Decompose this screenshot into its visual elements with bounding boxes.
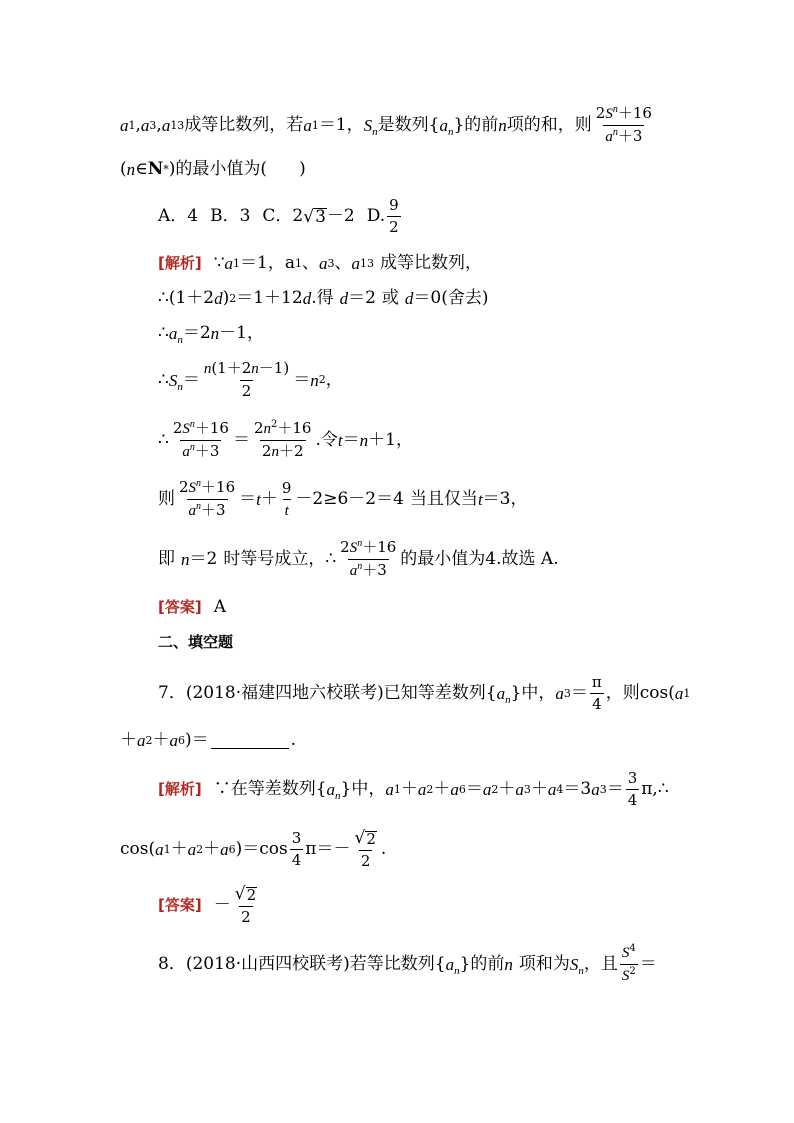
fraction: $\frac{3}{4}$	[627, 769, 638, 809]
option-b: B．3	[210, 206, 251, 226]
fraction: $\frac{2S^n+16}{a^n+3}$	[179, 478, 236, 519]
fraction: $\frac{S^4}{S^2}$	[621, 943, 636, 984]
text: 成等比数列，若	[184, 115, 304, 135]
fraction: $\frac{2S^n+16}{a^n+3}$	[172, 419, 229, 460]
sqrt: √ 3	[303, 207, 326, 227]
option-d: D.	[366, 206, 386, 226]
fraction: √ 2 2	[354, 828, 376, 870]
text: )	[299, 159, 306, 179]
text: －2	[326, 206, 355, 226]
text: 8．(2018·山西四校联考)若等比数列	[158, 954, 435, 974]
text: 的最小值为(	[175, 159, 268, 179]
fraction: √ 2 2	[234, 884, 257, 926]
fraction: $\frac{2S^n+16}{a^n+3}$	[595, 104, 652, 145]
fraction: $\frac{\pi}{4}$	[591, 673, 602, 713]
text: 中，	[521, 683, 556, 703]
text: ∵在等差数列	[213, 779, 316, 799]
solution-line-1: [解析] ∵ a 1 ＝1 ，a 1 、 a 3 、 a 13 成等比数列，	[158, 253, 483, 273]
fraction: $\frac{9}{t}$	[281, 478, 292, 519]
text: 时等号成立，	[223, 549, 326, 569]
answer-line-q6	[158, 599, 226, 616]
solution-line-6: 则 $\frac{2S^n+16}{a^n+3}$ ＝ t ＋ $\frac{9}{t}$ －2≥6－2＝4 当且仅当 t ＝3，	[158, 478, 528, 519]
text: 中，	[351, 779, 386, 799]
text: 的前	[464, 115, 499, 135]
q6-line-1: a 1 , a 3 , a 13 成等比数列，若 a 1 ＝1， $S_n$ 是数列 { $a_n$ } 的前 n 项的和，则 $\frac{2S^n+16}{a^n+3}$	[120, 104, 652, 145]
q7-line-1: 7．(2018·福建四地六校联考)已知等差数列 { $a_n$ } 中， a 3 ＝ $\frac{\pi}{4}$ ，则 cos( a 1	[158, 673, 691, 713]
text: 当且仅当	[409, 489, 478, 509]
section-heading: 二、填空题	[158, 633, 234, 651]
q6-line-2: ( n ∈ N * ) 的最小值为( )	[120, 159, 306, 179]
answer-tag: [答案]	[158, 896, 202, 914]
text: 即	[158, 549, 175, 569]
text: 的前	[470, 954, 505, 974]
q6-options	[158, 198, 403, 235]
q7-line-2: ＋ a 2 ＋ a 6 )＝ .	[120, 730, 297, 750]
text: (舍去)	[441, 288, 489, 308]
analysis-tag: [解析]	[158, 254, 202, 272]
solution-line-7: 即 n ＝2 时等号成立， ∴ $\frac{2S^n+16}{a^n+3}$ 的最小值为 4.故选 A.	[158, 538, 559, 579]
text: ，且	[583, 954, 618, 974]
option-c: C．2	[262, 206, 304, 226]
q7-solution-line-1: [解析] ∵在等差数列 { $a_n$ } 中， a 1 ＋ a 2 ＋ a 6 ＝ a 2 ＋ a 3 ＋ a 4 ＝3 a 3 ＝ $\frac{3}{4}$ π,∴	[158, 769, 669, 809]
text: 成等比数列，	[380, 253, 483, 273]
text: 项和为	[518, 954, 570, 974]
text: ，a	[267, 253, 296, 273]
text: 得	[316, 288, 334, 308]
fraction: $\frac{n(1+2n-1)}{2}$	[203, 359, 290, 400]
text: 项的和，则	[506, 115, 592, 135]
text: 7．(2018·福建四地六校联考)已知等差数列	[158, 683, 486, 703]
fraction: $\frac{9}{2}$	[389, 196, 399, 236]
solution-line-3: ∴ $a_n$ ＝2 n －1，	[158, 323, 264, 346]
text: .令	[315, 430, 338, 450]
option-a: A．4	[158, 206, 199, 226]
text: 或	[381, 288, 399, 308]
text: 是数列	[377, 115, 429, 135]
answer-value: A	[213, 597, 226, 617]
q8-line-1: 8．(2018·山西四校联考)若等比数列 { $a_n$ } 的前 n 项和为 $S_n$ ，且 $\frac{S^4}{S^2}$ ＝	[158, 943, 657, 984]
solution-line-4: ∴ $S_n$ ＝ $\frac{n(1+2n-1)}{2}$ ＝ n 2 ，	[158, 359, 343, 400]
analysis-tag: [解析]	[158, 780, 202, 798]
answer-tag: [答案]	[158, 598, 202, 616]
fraction: $\frac{3}{4}$	[291, 829, 302, 869]
text: 则	[158, 489, 175, 509]
q7-solution-line-2: cos( a 1 ＋ a 2 ＋ a 6 )＝cos $\frac{3}{4}$ π＝－ √ 2 2 .	[120, 828, 387, 870]
fraction: $\frac{2S^n+16}{a^n+3}$	[340, 538, 397, 579]
text: 的最小值为	[400, 549, 486, 569]
answer-line-q7: [答案] － √ 2 2	[158, 886, 261, 925]
answer-blank	[211, 732, 289, 749]
text: ，则	[605, 683, 640, 703]
solution-line-5: ∴ $\frac{2S^n+16}{a^n+3}$ ＝ $\frac{2n^2+16}{2n+2}$ .令 t ＝ n ＋1，	[158, 419, 413, 460]
text: 4.故选 A.	[485, 549, 559, 569]
fraction: $\frac{2n^2+16}{2n+2}$	[253, 419, 312, 460]
solution-line-2: ∴(1＋2 d ) 2 ＝1＋12 d . 得 d ＝2 或 d ＝0 (舍去)	[158, 288, 489, 308]
